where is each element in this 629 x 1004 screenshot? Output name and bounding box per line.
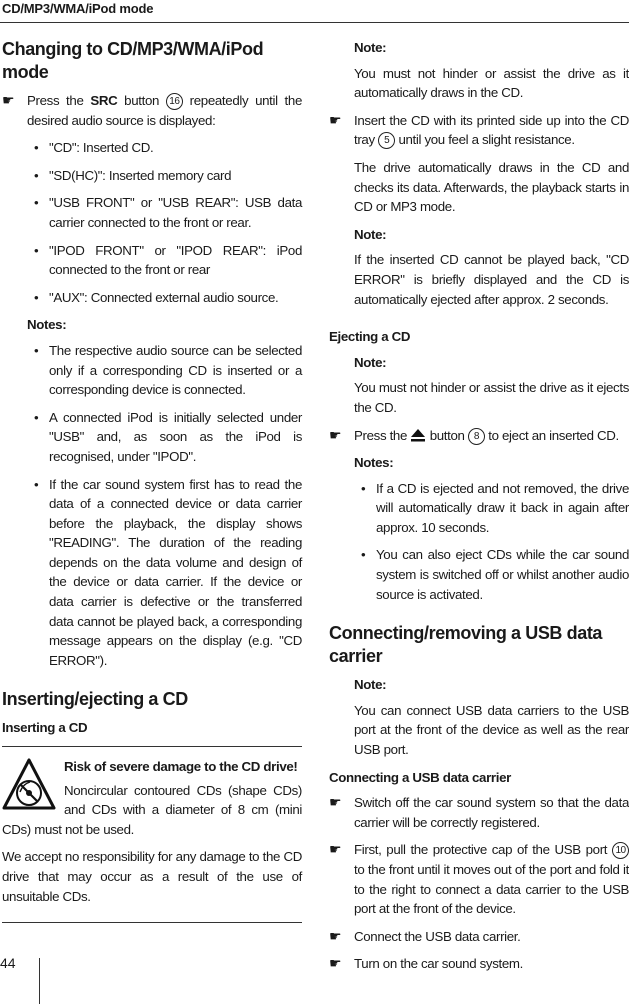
warning-text-liability: We accept no responsibility for any damage to the CD drive that may occur as a result of the use of unsuitable CDs.	[2, 849, 302, 904]
list-item: • If a CD is ejected and not removed, the drive will automatically draw it back in again after approx. 10 seconds.	[361, 480, 629, 535]
list-item: • "CD": Inserted CD.	[2, 138, 302, 158]
list-item: • "SD(HC)": Inserted memory card	[2, 166, 302, 186]
bullet-icon: •	[34, 342, 39, 358]
button-number-badge: 5	[378, 132, 395, 149]
button-number-badge: 16	[166, 93, 183, 110]
list-item: • "AUX": Connected external audio source.	[2, 288, 302, 308]
eject-icon	[410, 428, 426, 442]
body-text: The drive automatically draws in the CD and checks its data. Afterwards, the playback starts in CD or MP3 mode.	[354, 159, 629, 215]
warning-text: Noncircular contoured CDs (shape CDs) and CDs with a diameter of 8 cm (mini CDs) must not be used.	[2, 782, 302, 837]
bullet-icon: •	[34, 476, 39, 492]
note-label: Note:	[354, 226, 387, 242]
note-text: If the inserted CD cannot be played back, "CD ERROR" is briefly displayed and the CD is automatically ejected after approx. 2 seconds.	[354, 252, 629, 307]
step-turn-on: ☛ Turn on the car sound system.	[329, 954, 629, 974]
hand-pointer-icon: ☛	[329, 955, 342, 972]
button-number-badge: 8	[468, 428, 485, 445]
notes-label: Notes:	[27, 317, 67, 333]
subheading-ejecting: Ejecting a CD	[329, 329, 411, 345]
hand-pointer-icon: ☛	[329, 426, 342, 443]
right-column	[329, 38, 629, 982]
bullet-icon: •	[34, 242, 39, 258]
page-number-divider	[39, 958, 40, 1004]
bullet-icon: •	[361, 547, 366, 563]
bullet-icon: •	[34, 195, 39, 211]
hand-pointer-icon: ☛	[329, 111, 342, 128]
section-heading-changing: Changing to CD/MP3/WMA/iPod mode	[2, 39, 264, 82]
list-item: • You can also eject CDs while the car sound system is switched off or whilst another audio source is activated.	[361, 547, 629, 602]
note-label: Note:	[354, 354, 387, 370]
note-label: Note:	[354, 40, 387, 55]
bullet-icon: •	[34, 289, 39, 305]
notes-label: Notes:	[354, 455, 394, 471]
step-pull-cap: ☛ First, pull the protective cap of the USB port 10 to the front until it moves out of the port and fold it to the right to connect a data carrier to the USB port at the front of the device.	[329, 841, 629, 917]
bullet-icon: •	[34, 409, 39, 425]
page-number: 44	[0, 955, 16, 971]
hand-pointer-icon: ☛	[2, 92, 15, 108]
src-label: SRC	[90, 93, 118, 108]
hand-pointer-icon: ☛	[329, 841, 342, 858]
step-connect-usb: ☛ Connect the USB data carrier.	[329, 927, 629, 947]
warning-title: Risk of severe damage to the CD drive!	[64, 759, 298, 775]
note-text: You must not hinder or assist the drive as it automatically draws in the CD.	[354, 65, 629, 101]
left-column	[2, 38, 302, 923]
bullet-icon: •	[34, 140, 39, 156]
page-header	[0, 0, 629, 23]
note-label: Note:	[354, 677, 387, 693]
bullet-icon: •	[361, 480, 366, 496]
section-heading-inserting-ejecting: Inserting/ejecting a CD	[2, 689, 188, 710]
hand-pointer-icon: ☛	[329, 927, 342, 944]
section-heading-usb: Connecting/removing a USB data carrier	[329, 623, 603, 667]
step-switch-off: ☛ Switch off the car sound system so that the data carrier will be correctly registered.	[329, 794, 629, 830]
note-text: You can connect USB data carriers to the USB port at the front of the device as well as the rear USB port.	[354, 702, 629, 758]
step-eject-cd: ☛ Press the button 8 to eject an inserted CD.	[329, 426, 629, 446]
list-item: • A connected iPod is initially selected under "USB" and, as soon as the iPod is recognised, under "IPOD".	[34, 409, 302, 464]
step-press-src: ☛ Press the SRC button 16 repeatedly until the desired audio source is displayed:	[2, 92, 302, 128]
subheading-inserting: Inserting a CD	[2, 720, 88, 736]
bullet-icon: •	[34, 167, 39, 183]
list-item: • The respective audio source can be selected only if a corresponding CD is inserted or a corresponding device is connected.	[34, 342, 302, 398]
hand-pointer-icon: ☛	[329, 794, 342, 811]
button-number-badge: 10	[612, 842, 629, 859]
header-title: CD/MP3/WMA/iPod mode	[2, 1, 154, 16]
list-item: • "USB FRONT" or "USB REAR": USB data carrier connected to the front or rear.	[34, 195, 302, 230]
list-item: • "IPOD FRONT" or "IPOD REAR": iPod connected to the front or rear	[34, 242, 302, 278]
subheading-connecting-usb: Connecting a USB data carrier	[329, 769, 511, 785]
step-insert-cd: ☛ Insert the CD with its printed side up into the CD tray 5 until you feel a slight resistance.	[329, 111, 629, 148]
note-text: You must not hinder or assist the drive as it ejects the CD.	[354, 380, 629, 415]
no-shaped-cd-warning-icon	[2, 757, 56, 813]
warning-box	[2, 746, 302, 923]
list-item: • If the car sound system first has to read the data of a connected device or data carrier before the playback, the display shows "READING". The duration of the reading depends on the data volume and design of the device or data carrier. If the device or data carrier is defective or the transferred data cannot be played back, a corresponding message appears on the display (e.g. "CD ERROR").	[34, 476, 302, 668]
